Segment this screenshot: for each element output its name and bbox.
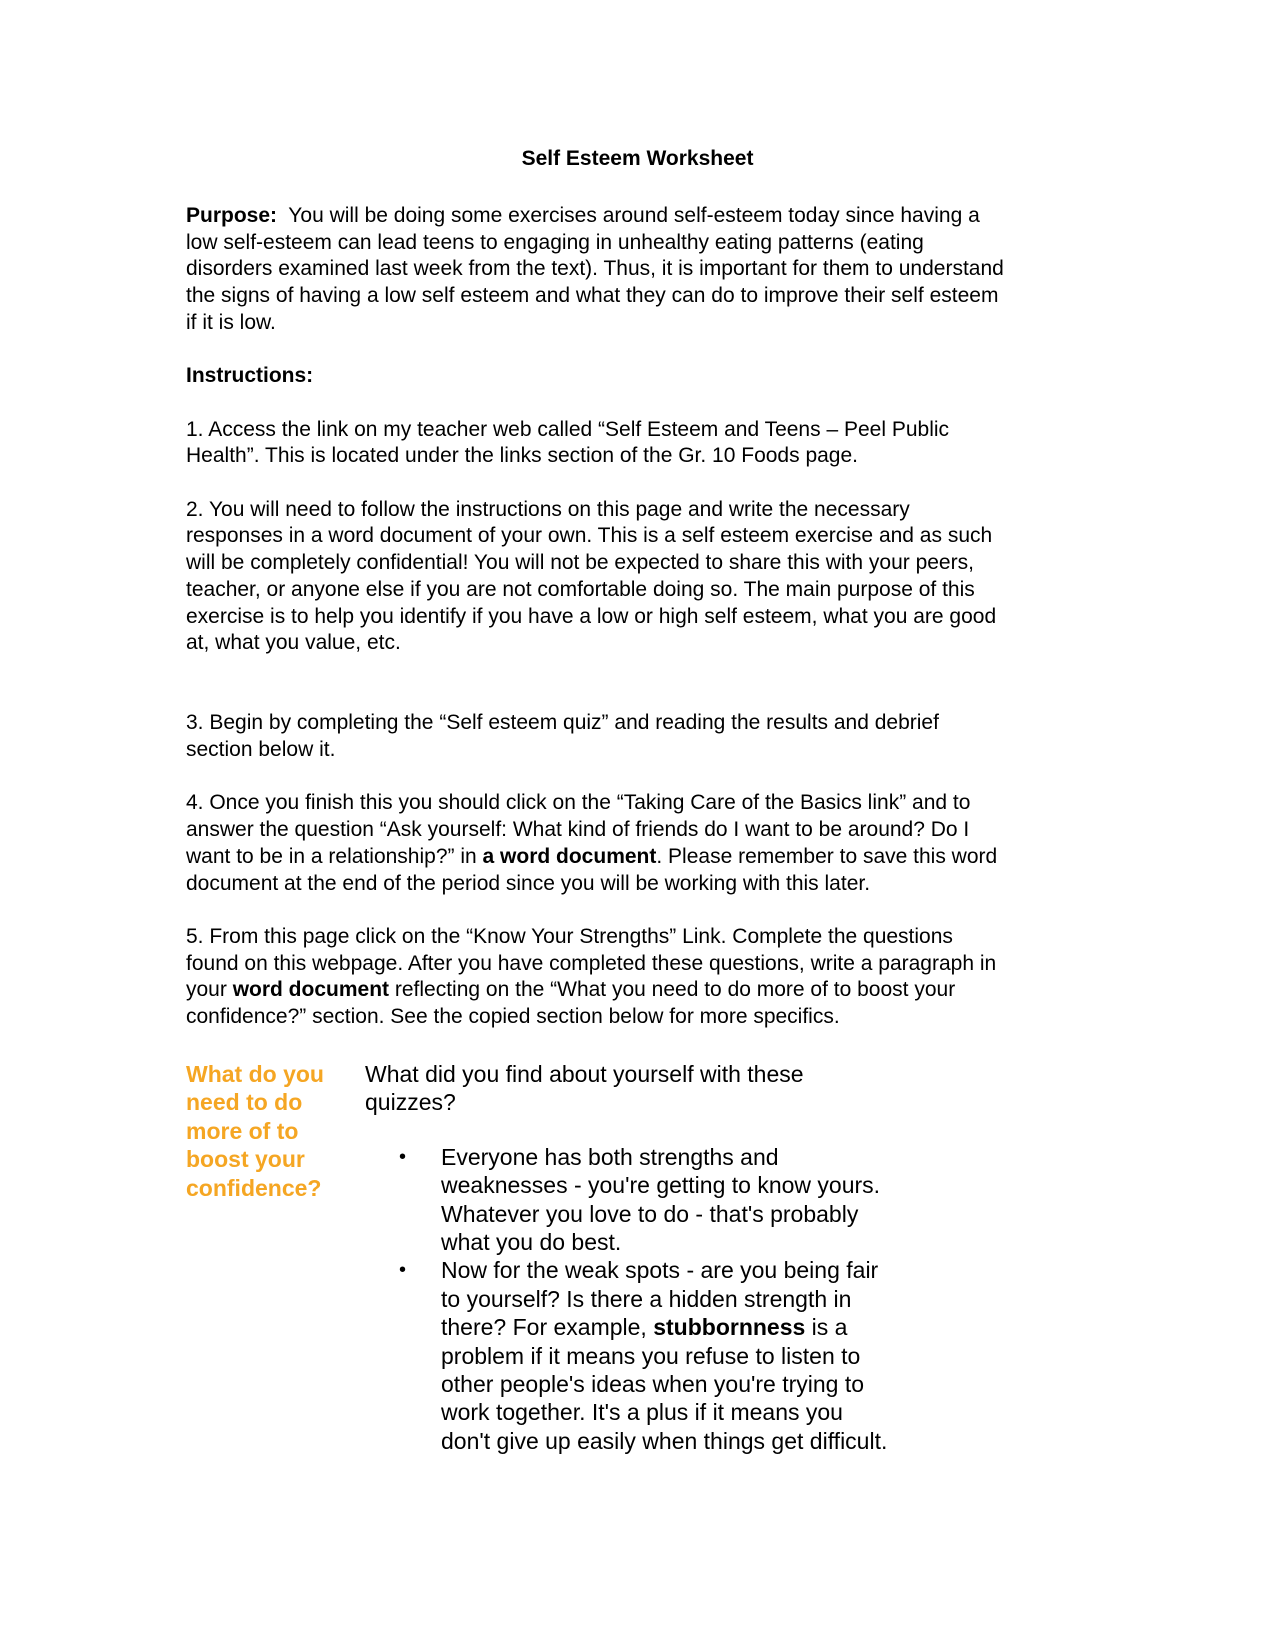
step-line: will be completely confidential! You will not be expected to share this with your peers, <box>186 551 974 575</box>
copied-section <box>365 1060 965 1455</box>
step-line <box>186 844 1086 871</box>
purpose-line: low self-esteem can lead teens to engaging in unhealthy eating patterns (eating <box>186 230 924 254</box>
list-item <box>365 1143 965 1257</box>
bullet-line: Everyone has both strengths and <box>441 1143 779 1170</box>
step-text: want to be in a relationship?” in <box>186 844 483 868</box>
bullet-line <box>441 1313 965 1341</box>
bullet-line: Whatever you love to do - that's probably <box>441 1200 859 1227</box>
bullet-line: other people's ideas when you're trying to <box>441 1371 865 1398</box>
step-line: 1. Access the link on my teacher web called “Self Esteem and Teens – Peel Public <box>186 417 950 441</box>
purpose-label: Purpose: <box>186 204 278 227</box>
step-line: document at the end of the period since you will be working with this later. <box>186 871 871 895</box>
purpose-line <box>186 203 1086 230</box>
purpose-line: disorders examined last week from the text). Thus, it is important for them to understand <box>186 257 1004 281</box>
instructions-heading: Instructions: <box>186 364 314 388</box>
step-text: reflecting on the “What you need to do more of to boost your <box>389 978 956 1002</box>
bullet-line: problem if it means you refuse to listen to <box>441 1342 861 1369</box>
step-line: 4. Once you finish this you should click on the “Taking Care of the Basics link” and to <box>186 791 971 815</box>
step-line: 5. From this page click on the “Know Your Strengths” Link. Complete the questions <box>186 924 953 948</box>
question-line: quizzes? <box>365 1089 456 1116</box>
bullet-icon: • <box>399 1259 407 1282</box>
callout-heading <box>186 1060 356 1202</box>
step-line: found on this webpage. After you have completed these questions, write a paragraph in <box>186 951 997 975</box>
step-line: 2. You will need to follow the instructions on this page and write the necessary <box>186 497 910 521</box>
instruction-step-4 <box>186 790 1086 897</box>
callout-line: confidence? <box>186 1174 322 1201</box>
callout-line: What do you <box>186 1061 324 1087</box>
step-line: exercise is to help you identify if you have a low or high self esteem, what you are good <box>186 604 997 628</box>
step-line <box>186 977 1086 1004</box>
bullet-list <box>365 1143 965 1455</box>
step-line: at, what you value, etc. <box>186 631 401 655</box>
callout-line: boost your <box>186 1146 305 1173</box>
step-line: Health”. This is located under the links section of the Gr. 10 Foods page. <box>186 444 858 468</box>
step-line: section below it. <box>186 738 336 761</box>
bullet-line: weaknesses - you're getting to know yours. <box>441 1172 881 1199</box>
instruction-step-5 <box>186 924 1086 1031</box>
main-content <box>186 203 1086 1031</box>
bullet-line: what you do best. <box>441 1229 622 1256</box>
step-line: teacher, or anyone else if you are not comfortable doing so. The main purpose of this <box>186 577 975 601</box>
callout-line: need to do <box>186 1089 303 1116</box>
step-line: answer the question “Ask yourself: What kind of friends do I want to be around? Do I <box>186 818 970 842</box>
purpose-text: You will be doing some exercises around self-esteem today since having a <box>277 204 980 227</box>
callout-line: more of to <box>186 1117 299 1144</box>
emphasis-word-document: a word document <box>482 844 657 868</box>
bullet-text: there? For example, <box>441 1314 654 1341</box>
step-text: . Please remember to save this word <box>656 844 998 868</box>
bullet-line: Now for the weak spots - are you being fair <box>441 1257 879 1284</box>
page-title: Self Esteem Worksheet <box>521 147 754 170</box>
purpose-line: if it is low. <box>186 310 276 334</box>
instruction-step-2 <box>186 497 1086 657</box>
question-line: What did you find about yourself with these <box>365 1061 804 1087</box>
step-line: confidence?” section. See the copied section below for more specifics. <box>186 1005 840 1028</box>
emphasis-stubbornness: stubbornness <box>653 1314 806 1341</box>
copied-question <box>365 1060 965 1117</box>
purpose-line: the signs of having a low self esteem and what they can do to improve their self esteem <box>186 284 999 308</box>
instruction-step-3 <box>186 710 1086 763</box>
bullet-line: work together. It's a plus if it means you <box>441 1399 843 1426</box>
bullet-text: is a <box>805 1314 848 1341</box>
instruction-step-1 <box>186 417 1086 470</box>
emphasis-word-document: word document <box>232 978 390 1002</box>
step-line: 3. Begin by completing the “Self esteem quiz” and reading the results and debrief <box>186 711 939 735</box>
list-item <box>365 1256 965 1455</box>
step-text: your <box>186 978 233 1002</box>
bullet-line: to yourself? Is there a hidden strength in <box>441 1285 852 1312</box>
purpose-paragraph <box>186 203 1086 337</box>
step-line: responses in a word document of your own. This is a self esteem exercise and as such <box>186 524 993 548</box>
bullet-icon: • <box>399 1145 407 1168</box>
bullet-line: don't give up easily when things get difficult. <box>441 1427 888 1454</box>
